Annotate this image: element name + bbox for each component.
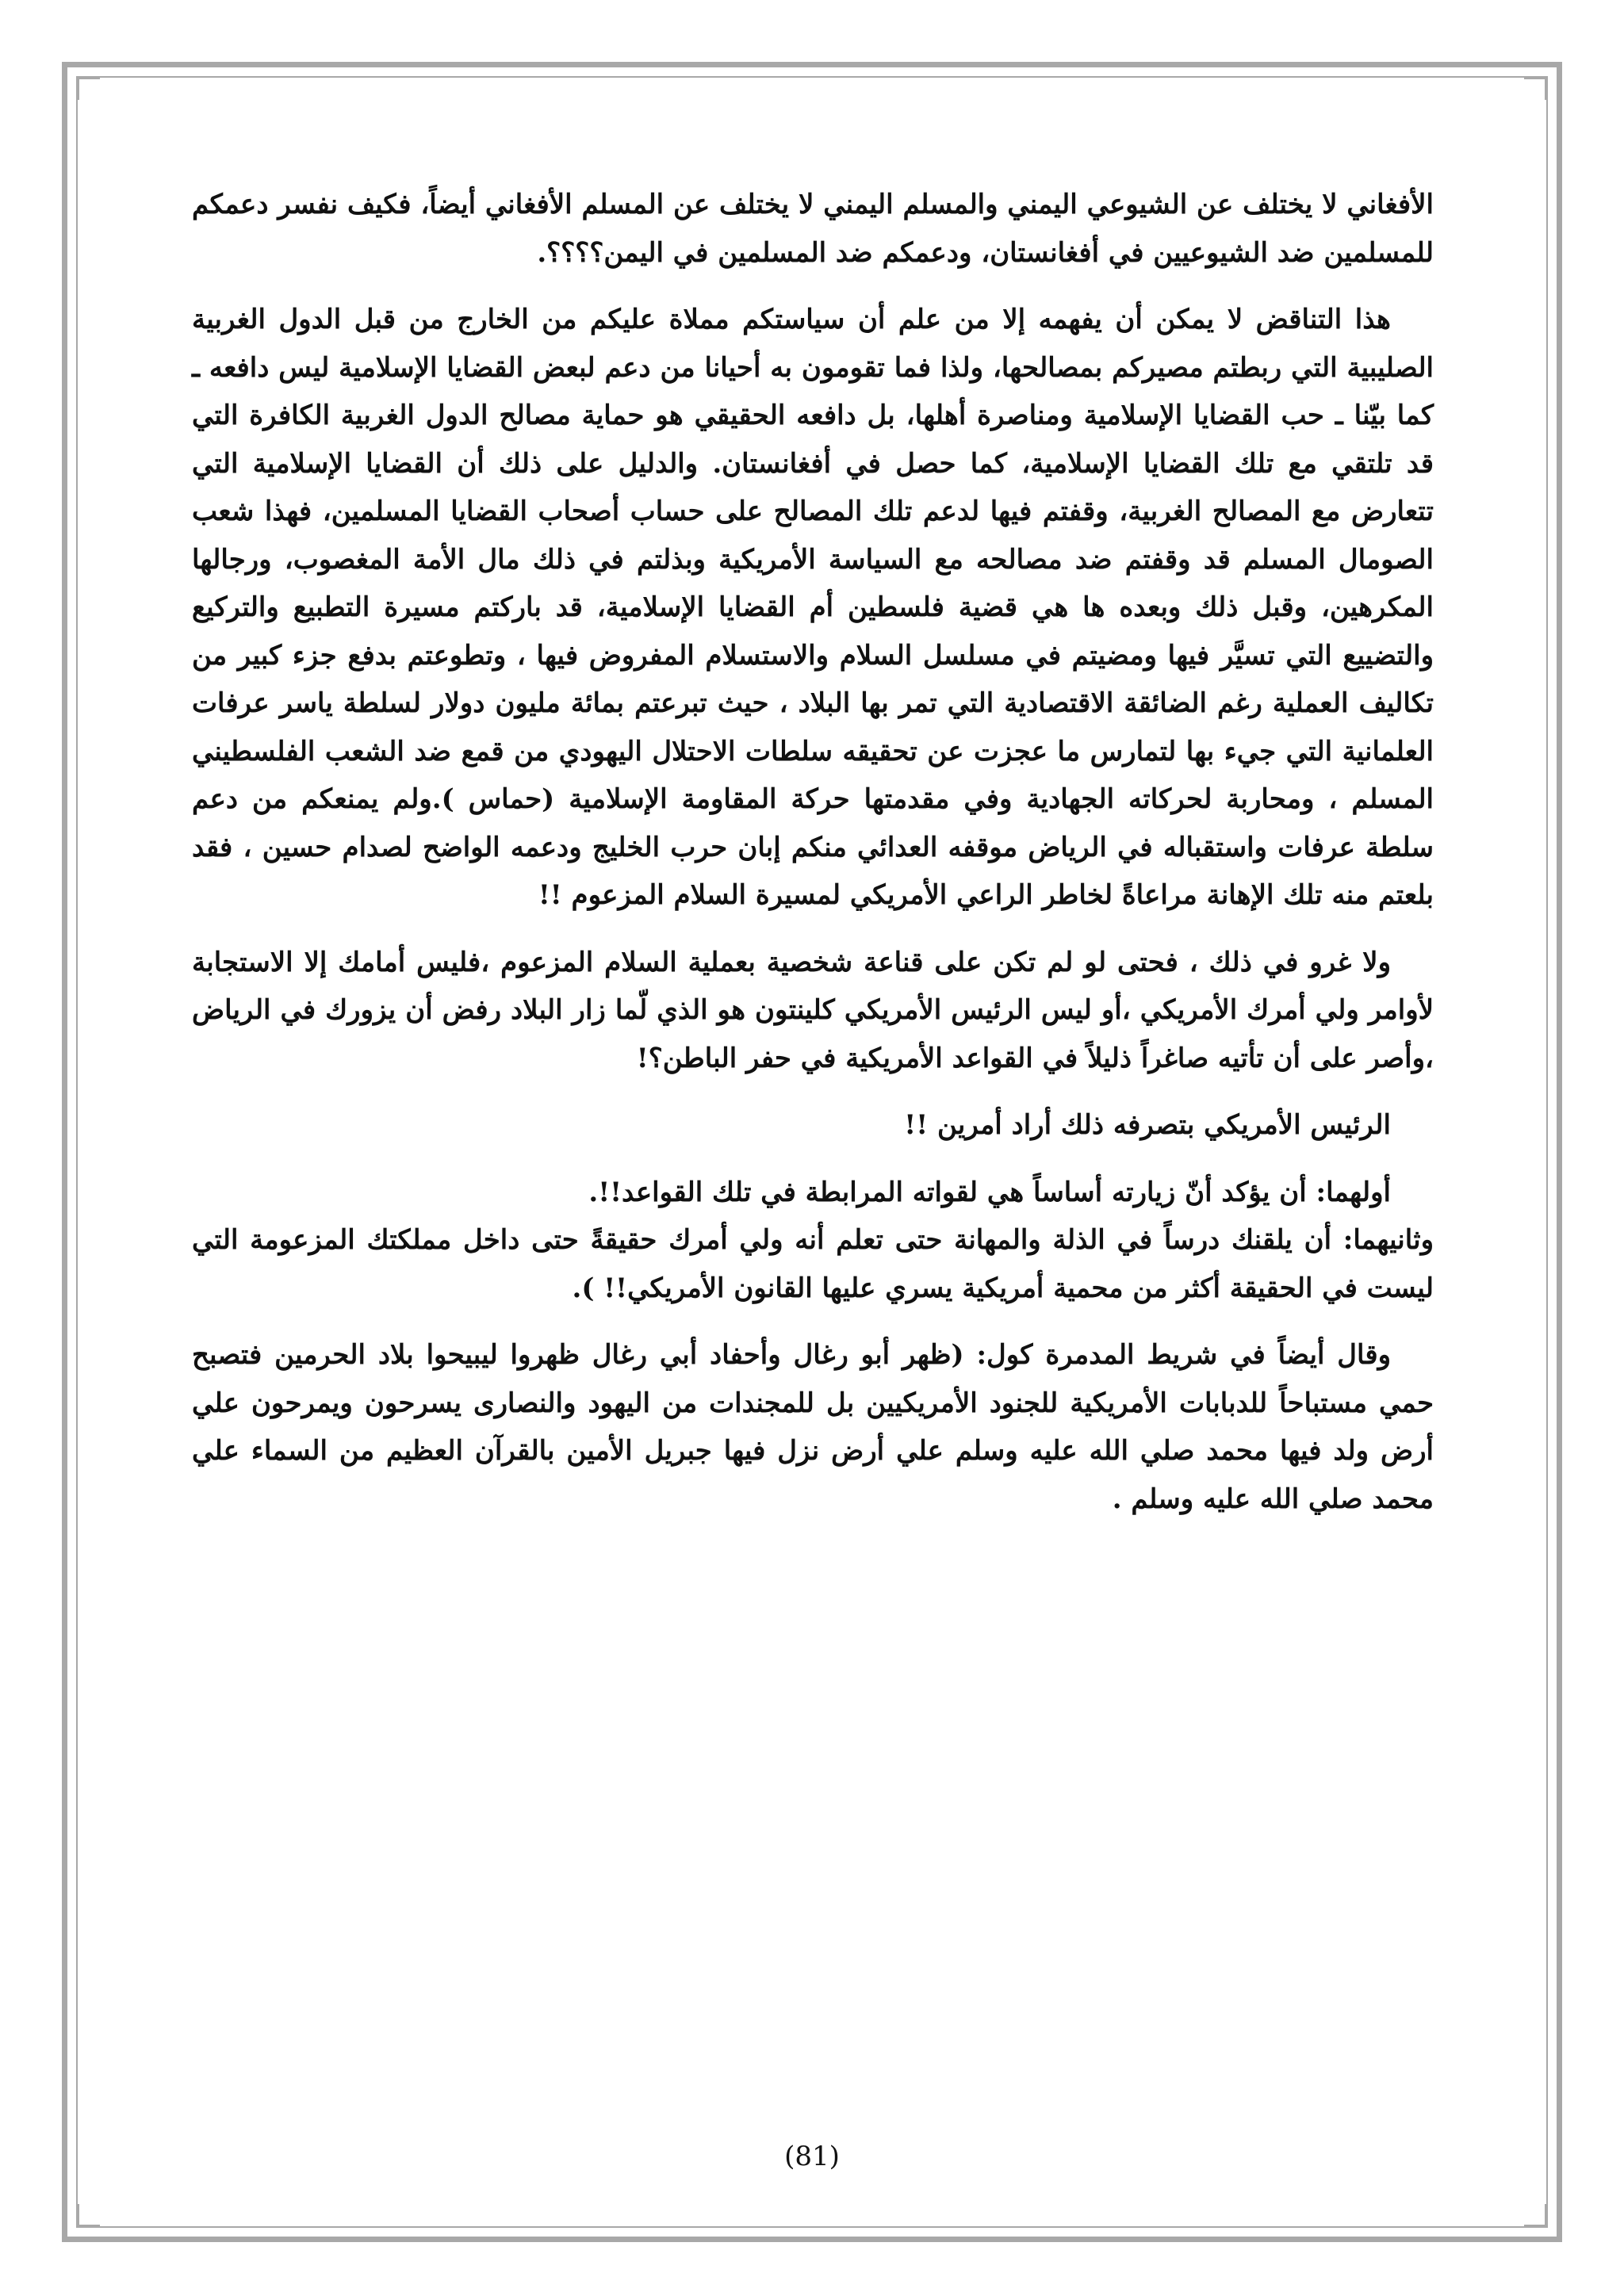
page-body-text [192, 181, 1434, 1523]
border-corner-ornament [76, 2204, 100, 2228]
paragraph: وثانيهما: أن يلقنك درساً في الذلة والمهانة حتى تعلم أنه ولي أمرك حقيقةً حتى داخل مملكتك المزعومة التي ليست في الحقيقة أكثر من محمية أمريكية يسري عليها القانون الأمريكي!! ). [192, 1224, 1434, 1304]
border-corner-ornament [1524, 76, 1548, 100]
border-corner-ornament [1524, 2204, 1548, 2228]
page-number: (81) [784, 2141, 840, 2172]
paragraph: الرئيس الأمريكي بتصرفه ذلك أراد أمرين !! [904, 1109, 1391, 1141]
paragraph: أولهما: أن يؤكد أنّ زيارته أساساً هي لقواته المرابطة في تلك القواعد!!. [588, 1176, 1391, 1208]
paragraph: ولا غرو في ذلك ، فحتى لو لم تكن على قناعة شخصية بعملية السلام المزعوم ،فليس أمامك إلا الاستجابة لأوامر ولي أمرك الأمريكي ،أو ليس الرئيس الأمريكي كلينتون هو الذي لّما زار البلاد رفض أن يزورك في الرياض ،وأصر على أن تأتيه صاغراً ذليلاً في القواعد الأمريكية في حفر الباطن؟! [192, 946, 1434, 1074]
paragraph: هذا التناقض لا يمكن أن يفهمه إلا من علم أن سياستكم مملاة عليكم من الخارج من قبل الدول الغربية الصليبية التي ربطتم مصيركم بمصالحها، ولذا فما تقومون به أحيانا من دعم لبعض القضايا الإسلامية ليس دافعه ـ كما بيّنا ـ حب القضايا الإسلامية ومناصرة أهلها، بل دافعه الحقيقي هو حماية مصالح الدول الغربية الكافرة التي قد تلتقي مع تلك القضايا الإسلامية، كما حصل في أفغانستان. والدليل على ذلك أن القضايا الإسلامية التي تتعارض مع المصالح الغربية، وقفتم فيها لدعم تلك المصالح على حساب أصحاب القضايا المسلمين، فهذا شعب الصومال المسلم قد وقفتم ضد مصالحه مع السياسة الأمريكية وبذلتم في ذلك مال الأمة المغصوب، ورجالها المكرهين، وقبل ذلك وبعده ها هي قضية فلسطين أم القضايا الإسلامية، قد باركتم مسيرة التطبيع والتركيع والتضييع التي تسيَّر فيها ومضيتم في مسلسل السلام والاستسلام المفروض فيها ، وتطوعتم بدفع جزء كبير من تكاليف العملية رغم الضائقة الاقتصادية التي تمر بها البلاد ، حيث تبرعتم بمائة مليون دولار لسلطة ياسر عرفات العلمانية التي جيء بها لتمارس ما عجزت عن تحقيقه سلطات الاحتلال اليهودي من قمع ضد الشعب الفلسطيني المسلم ، ومحاربة لحركاته الجهادية وفي مقدمتها حركة المقاومة الإسلامية (حماس ).ولم يمنعكم من دعم سلطة عرفات واستقباله في الرياض موقفه العدائي منكم إبان حرب الخليج ودعمه الواضح لصدام حسين ، فقد بلعتم منه تلك الإهانة مراعاةً لخاطر الراعي الأمريكي لمسيرة السلام المزعوم !! [192, 304, 1434, 911]
paragraph: وقال أيضاً في شريط المدمرة كول: (ظهر أبو رغال وأحفاد أبي رغال ظهروا ليبيحوا بلاد الحرمين فتصبح حمي مستباحاً للدبابات الأمريكية للجنود الأمريكيين بل للمجندات من اليهود والنصارى يسرحون ويمرحون علي أرض ولد فيها محمد صلي الله عليه وسلم علي أرض نزل فيها جبريل الأمين بالقرآن العظيم من السماء علي محمد صلي الله عليه وسلم . [192, 1339, 1434, 1515]
border-corner-ornament [76, 76, 100, 100]
paragraph: الأفغاني لا يختلف عن الشيوعي اليمني والمسلم اليمني لا يختلف عن المسلم الأفغاني أيضاً، فكيف نفسر دعمكم للمسلمين ضد الشيوعيين في أفغانستان، ودعمكم ضد المسلمين في اليمن؟؟؟؟. [192, 189, 1434, 269]
